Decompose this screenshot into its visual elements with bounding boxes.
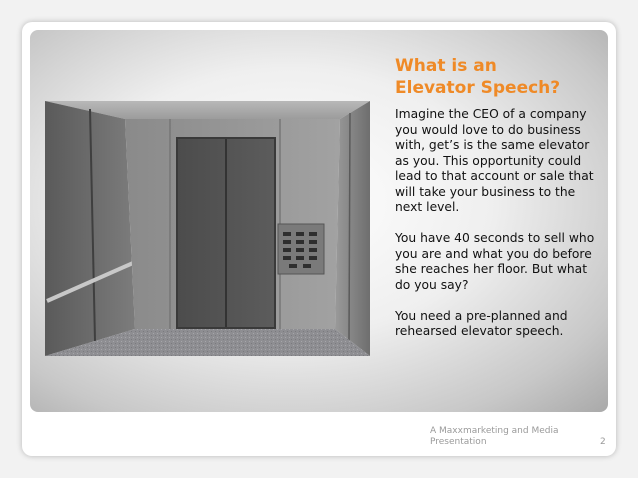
slide-footer: A Maxxmarketing and Media Presentation xyxy=(430,426,559,447)
elevator-interior-image xyxy=(45,101,370,356)
body-paragraph-3: You need a pre-planned and rehearsed elevator speech. xyxy=(395,308,568,338)
slide-title: What is an Elevator Speech? xyxy=(395,56,561,98)
slide-body xyxy=(395,107,605,355)
body-paragraph-1: Imagine the CEO of a company you would love to do business with, get’s is the same elevator as you. This opportunity could lead to that account or sale that will take your business to the next level. xyxy=(395,107,594,214)
body-paragraph-2: You have 40 seconds to sell who you are and what you do before she reaches her floor. But what do you say? xyxy=(395,231,595,292)
page-number: 2 xyxy=(600,437,606,447)
